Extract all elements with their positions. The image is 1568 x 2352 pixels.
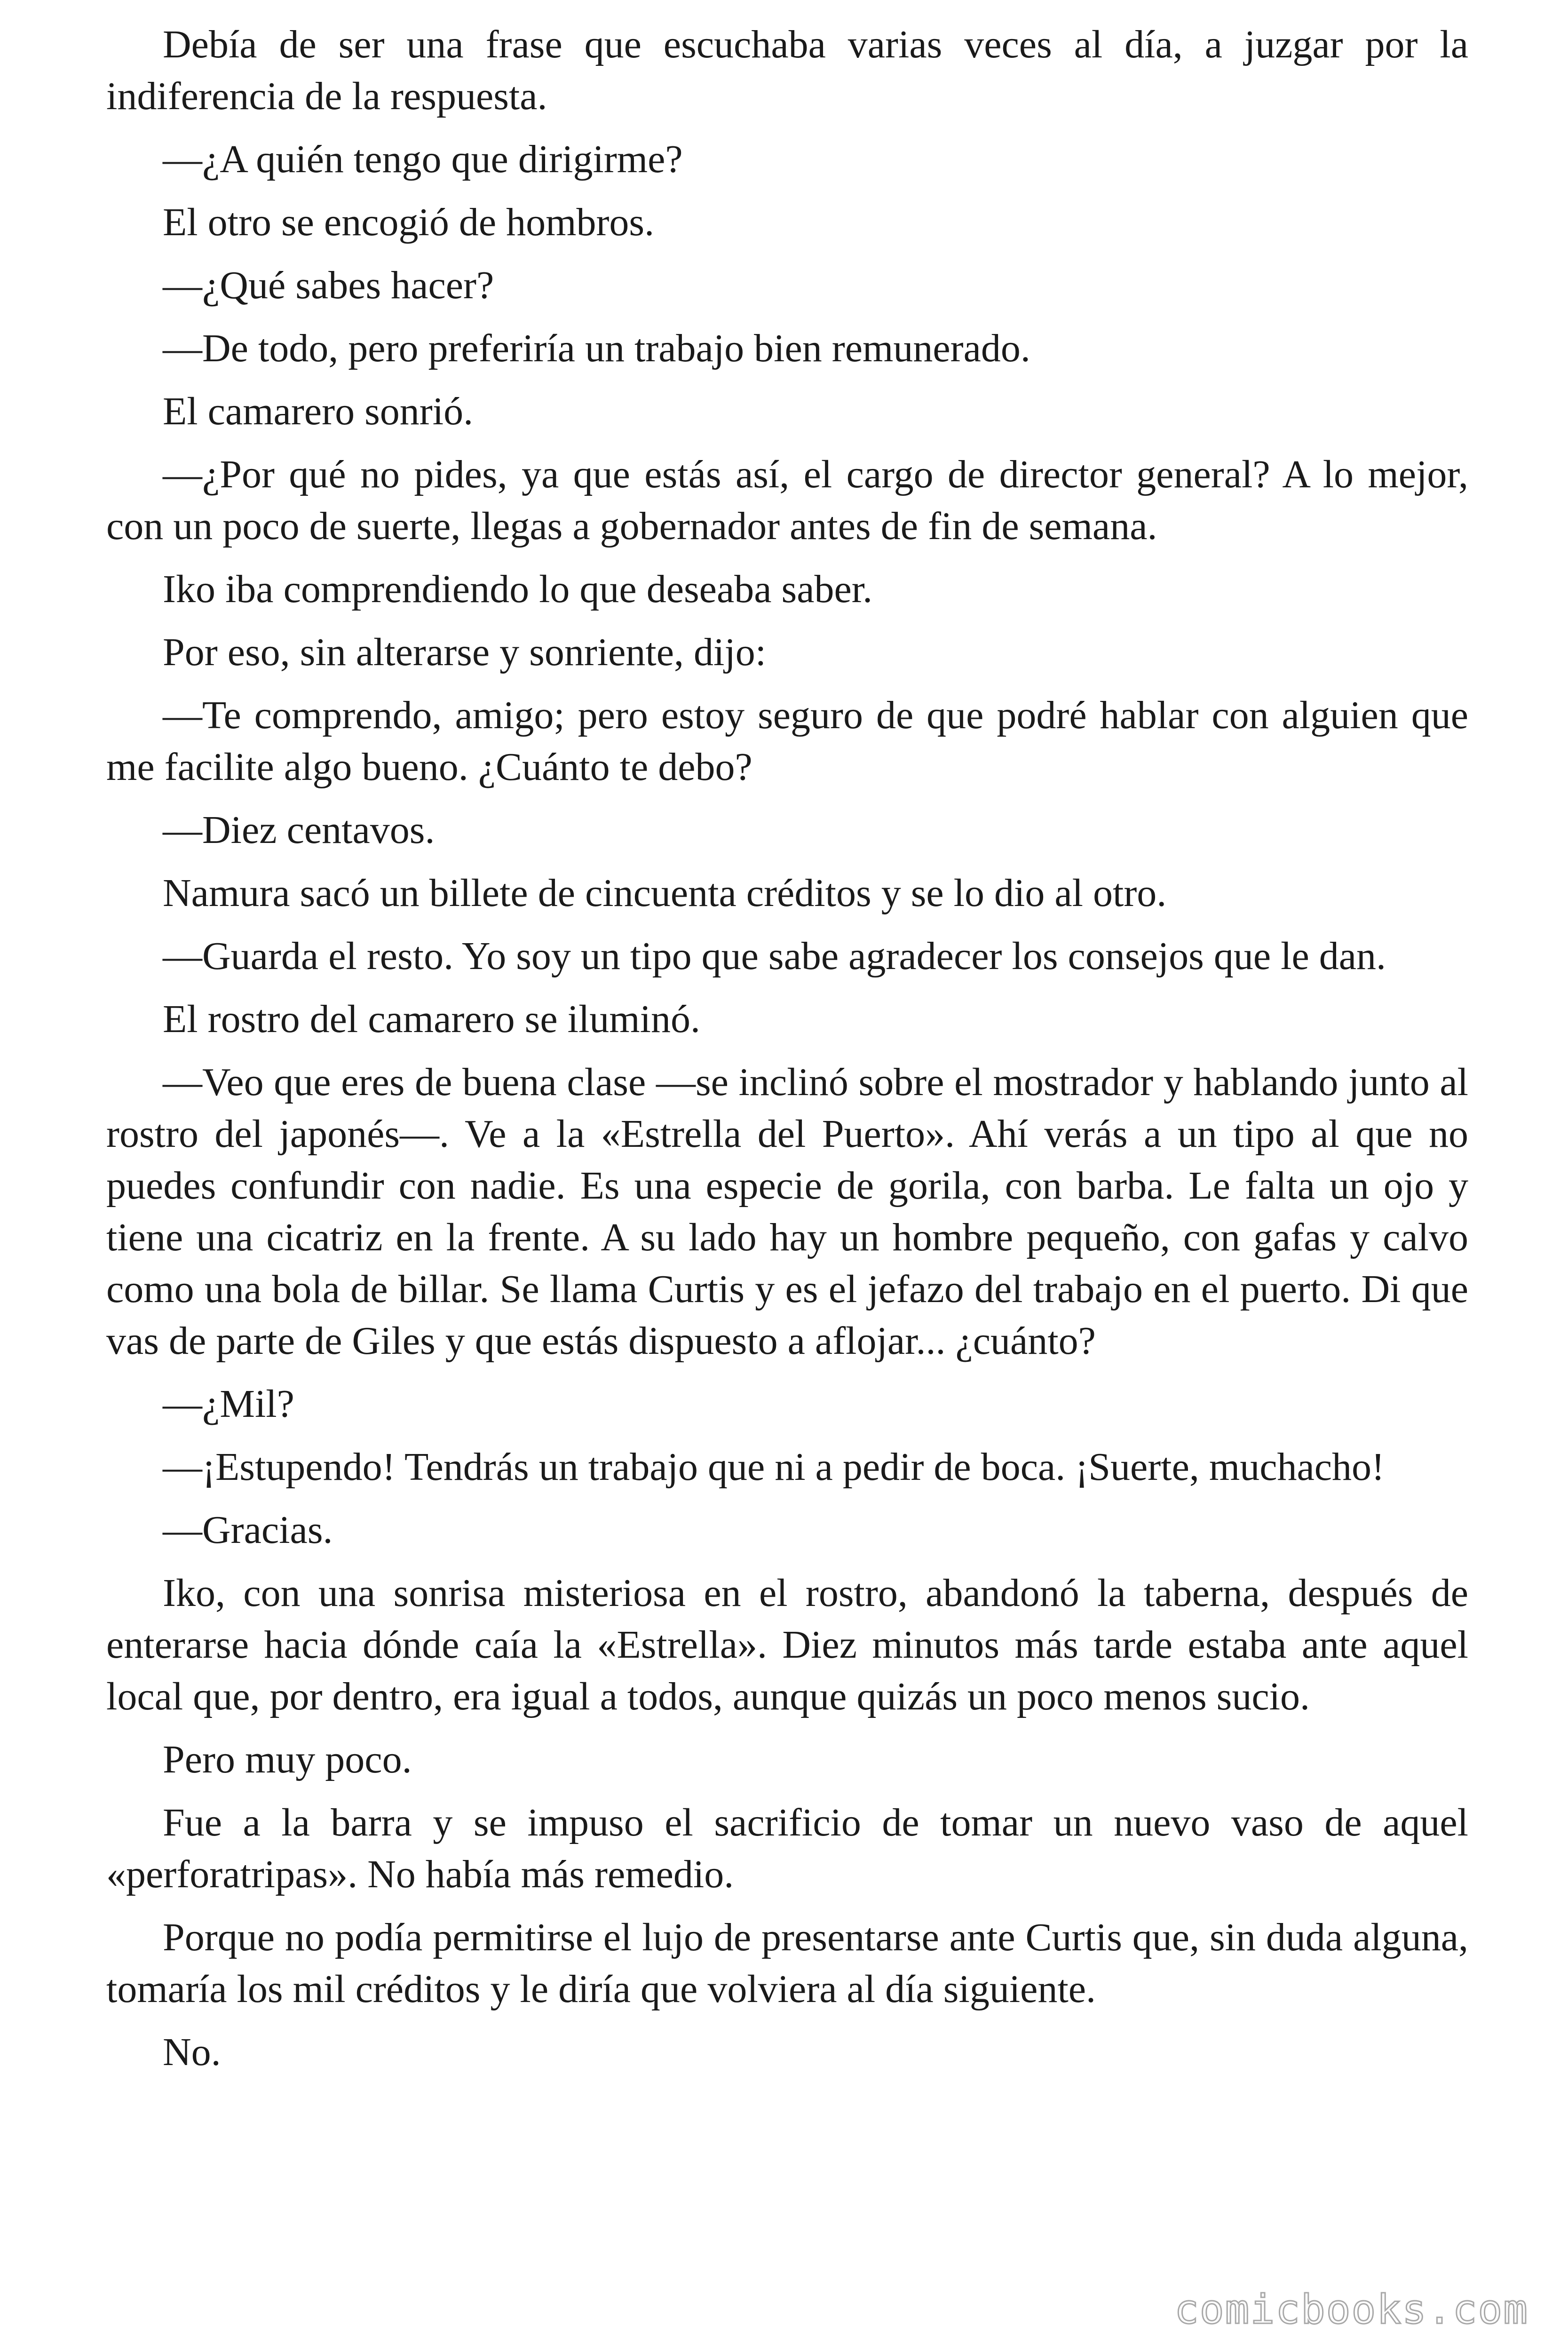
paragraph: —Veo que eres de buena clase —se inclinó sobre el mostrador y hablando junto al rostro del japonés—. Ve a la «Estrella del Puerto». Ahí verás a un tipo al que no puedes confundir con nadie. Es una especie de gorila, con barba. Le falta un ojo y tiene una cicatriz en la frente. A su lado hay un hombre pequeño, con gafas y calvo como una bola de billar. Se llama Curtis y es el jefazo del trabajo en el puerto. Di que vas de parte de Giles y que estás dispuesto a aflojar... ¿cuánto? bbox=[106, 1060, 1468, 1363]
page-text bbox=[106, 19, 1468, 2090]
paragraph: —¡Estupendo! Tendrás un trabajo que ni a pedir de boca. ¡Suerte, muchacho! bbox=[163, 1445, 1385, 1489]
paragraph: —¿Mil? bbox=[163, 1382, 294, 1426]
paragraph: Porque no podía permitirse el lujo de presentarse ante Curtis que, sin duda alguna, tomaría los mil créditos y le diría que volviera al día siguiente. bbox=[106, 1915, 1468, 2011]
paragraph: No. bbox=[163, 2030, 221, 2074]
watermark: comicbooks.com bbox=[1174, 2286, 1528, 2333]
paragraph: El otro se encogió de hombros. bbox=[163, 200, 655, 244]
paragraph: —Diez centavos. bbox=[163, 808, 435, 852]
paragraph: Iko, con una sonrisa misteriosa en el rostro, abandonó la taberna, después de enterarse hacia dónde caía la «Estrella». Diez minutos más tarde estaba ante aquel local que, por dentro, era igual a todos, aunque quizás un poco menos sucio. bbox=[106, 1571, 1468, 1718]
paragraph: El camarero sonrió. bbox=[163, 389, 474, 433]
paragraph: —De todo, pero preferiría un trabajo bien remunerado. bbox=[163, 326, 1030, 370]
paragraph: —Guarda el resto. Yo soy un tipo que sabe agradecer los consejos que le dan. bbox=[163, 934, 1386, 978]
paragraph: Fue a la barra y se impuso el sacrificio de tomar un nuevo vaso de aquel «perforatripas». No había más remedio. bbox=[106, 1801, 1468, 1896]
paragraph: Namura sacó un billete de cincuenta créditos y se lo dio al otro. bbox=[163, 871, 1167, 915]
paragraph: Pero muy poco. bbox=[163, 1738, 412, 1781]
paragraph: —¿A quién tengo que dirigirme? bbox=[163, 137, 683, 181]
paragraph: —Gracias. bbox=[163, 1508, 333, 1552]
paragraph: Iko iba comprendiendo lo que deseaba saber. bbox=[163, 567, 873, 611]
paragraph: Por eso, sin alterarse y sonriente, dijo: bbox=[163, 630, 767, 674]
paragraph: —¿Qué sabes hacer? bbox=[163, 263, 494, 307]
paragraph: —¿Por qué no pides, ya que estás así, el cargo de director general? A lo mejor, con un poco de suerte, llegas a gobernador antes de fin de semana. bbox=[106, 453, 1468, 548]
paragraph: Debía de ser una frase que escuchaba varias veces al día, a juzgar por la indiferencia de la respuesta. bbox=[106, 23, 1468, 118]
paragraph: El rostro del camarero se iluminó. bbox=[163, 997, 700, 1041]
paragraph: —Te comprendo, amigo; pero estoy seguro de que podré hablar con alguien que me facilite algo bueno. ¿Cuánto te debo? bbox=[106, 693, 1468, 789]
